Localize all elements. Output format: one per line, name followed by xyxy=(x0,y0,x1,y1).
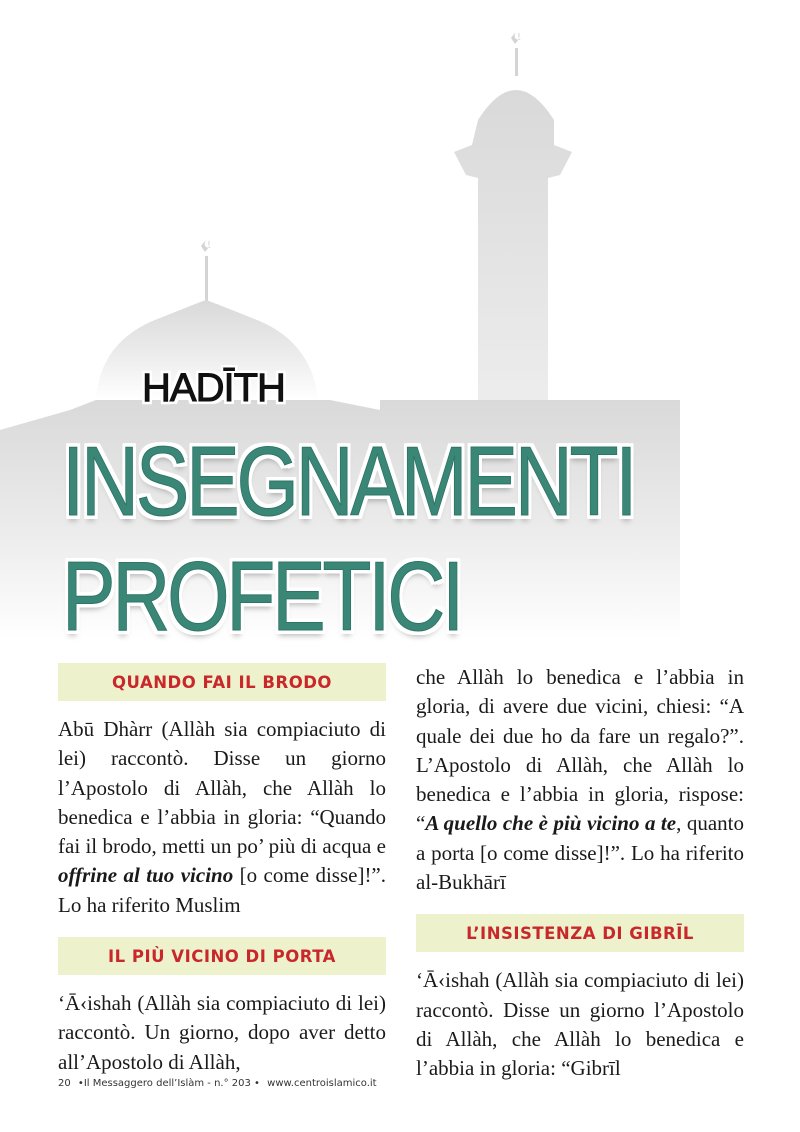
page-number: 20 xyxy=(58,1078,71,1089)
emphasis-text: offrine al tuo vicino xyxy=(58,863,234,888)
section-heading-vicino: IL PIÙ VICINO DI PORTA xyxy=(58,937,386,975)
right-column xyxy=(416,663,744,1084)
page-footer xyxy=(58,1078,381,1089)
page-title-line-2: PROFETICI xyxy=(62,541,462,651)
website-link[interactable]: www.centroislamico.it xyxy=(267,1078,377,1089)
section-text-vicino-part2 xyxy=(416,663,744,897)
magazine-name: •Il Messaggero dell’Islàm - n.° 203 • xyxy=(77,1078,260,1089)
section-text-brodo xyxy=(58,715,386,920)
text-span: che Allàh lo benedica e l’abbia in gloria, di avere due vicini, chiesi: “A quale dei due ho da fare un regalo?”. L’Apostolo di Allàh, che Allàh lo benedica e l’abbia in gloria, rispose: “ xyxy=(416,665,744,836)
left-column xyxy=(58,663,386,1077)
text-span: Abū Dhàrr (Allàh sia compiaciuto di lei) raccontò. Disse un giorno l’Apostolo di Allàh, che Allàh lo benedica e l’abbia in gloria: “Quando fai il brodo, metti un po’ più di acqua e xyxy=(58,717,386,859)
page-title-line-1: INSEGNAMENTI xyxy=(62,426,635,536)
section-kicker: HADĪTH xyxy=(142,366,285,410)
text-span: , quanto a porta [o come disse]!”. Lo ha riferito al-Bukhārī xyxy=(416,811,744,895)
section-text-gibril: ‘Ā‹ishah (Allàh sia compiaciuto di lei) raccontò. Disse un giorno l’Apostolo di Allàh, che Allàh lo benedica e l’abbia in gloria: “Gibrīl xyxy=(416,968,744,1081)
section-heading-gibril: L’INSISTENZA DI GIBRĪL xyxy=(416,914,744,952)
section-text-vicino-part1: ‘Ā‹ishah (Allàh sia compiaciuto di lei) raccontò. Un giorno, dopo aver detto all’Apostolo di Allàh, xyxy=(58,991,386,1074)
text-span: [o come disse]!”. Lo ha riferito Muslim xyxy=(58,863,387,917)
section-heading-brodo: QUANDO FAI IL BRODO xyxy=(58,663,386,701)
emphasis-text: A quello che è più vicino a te xyxy=(425,811,677,836)
